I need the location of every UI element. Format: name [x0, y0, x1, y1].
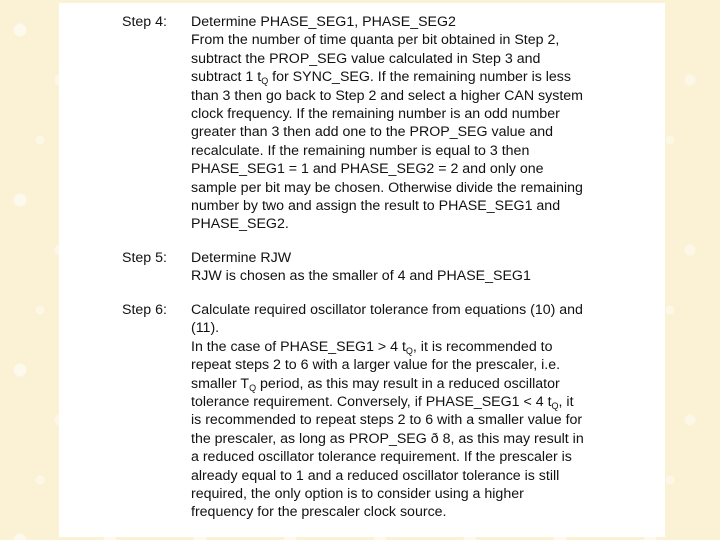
step-line: In the case of PHASE_SEG1 > 4 $t_Q$, it is recommended to — [191, 338, 553, 356]
step-line: Determine PHASE_SEG1, PHASE_SEG2 — [191, 14, 456, 30]
step-label: Step 4: — [122, 14, 167, 30]
step-line: clock frequency. If the remaining number is an odd number — [191, 106, 560, 123]
step-body — [191, 13, 631, 234]
document-page — [59, 3, 665, 537]
step-line: PHASE_SEG2. — [191, 216, 289, 233]
step-line: smaller $T_Q$ period, as this may result in a reduced oscillator — [191, 375, 560, 393]
step-label: Step 6: — [122, 302, 167, 318]
step-line: PHASE_SEG1 = 1 and PHASE_SEG2 = 2 and only one — [191, 161, 544, 178]
step-line: Calculate required oscillator tolerance from equations (10) and — [191, 302, 583, 318]
step-line: a reduced oscillator tolerance requirement. If the prescaler is — [191, 449, 572, 466]
step-line: tolerance requirement. Conversely, if PHASE_SEG1 < 4 $t_Q$, it — [191, 394, 574, 412]
step-line: From the number of time quanta per bit obtained in Step 2, — [191, 32, 560, 49]
step-line: sample per bit may be chosen. Otherwise divide the remaining — [191, 179, 583, 196]
step-line: subtract 1 $t_Q$ for SYNC_SEG. If the remaining number is less — [191, 69, 571, 87]
step-label: Step 5: — [122, 250, 167, 266]
step-line: repeat steps 2 to 6 with a larger value for the prescaler, i.e. — [191, 357, 561, 374]
step-line: recalculate. If the remaining number is equal to 3 then — [191, 142, 530, 159]
step-line: RJW is chosen as the smaller of 4 and PHASE_SEG1 — [191, 268, 531, 285]
step-line: greater than 3 then add one to the PROP_SEG value and — [191, 124, 554, 141]
step-line: the prescaler, as long as PROP_SEG ð 8, as this may result in — [191, 430, 584, 447]
step-line: than 3 then go back to Step 2 and select a higher CAN system — [191, 87, 583, 104]
step-line: subtract the PROP_SEG value calculated in Step 3 and — [191, 50, 541, 67]
step-body — [191, 249, 631, 286]
step-line: already equal to 1 and a reduced oscillator tolerance is still — [191, 467, 560, 484]
step-line: Determine RJW — [191, 250, 292, 266]
step-line: required, the only option is to consider using a higher — [191, 486, 524, 503]
step-line: number by two and assign the result to PHASE_SEG1 and — [191, 198, 561, 215]
step-body — [191, 301, 631, 522]
step-line: frequency for the prescaler clock source. — [191, 504, 447, 521]
step-line: (11). — [191, 320, 220, 337]
step-line: is recommended to repeat steps 2 to 6 with a smaller value for — [191, 412, 583, 429]
